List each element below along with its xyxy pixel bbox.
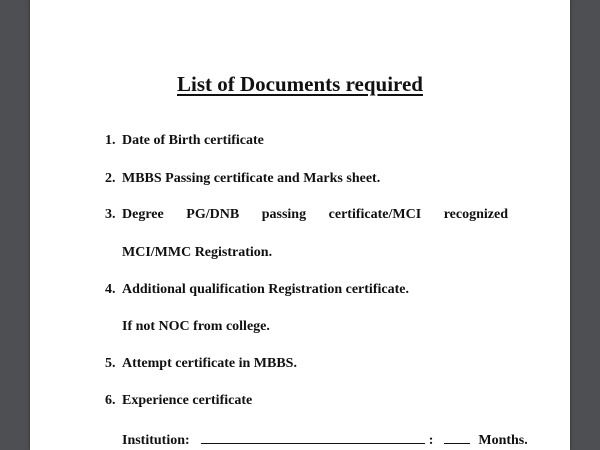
item-word: passing — [261, 207, 307, 222]
item-word: Degree — [122, 207, 164, 222]
item-number: 2. — [105, 171, 116, 186]
institution-form-line — [122, 429, 528, 450]
item-text: Experience certificate — [122, 393, 253, 408]
item-number: 6. — [105, 393, 116, 408]
blank-separator: : — [428, 433, 434, 448]
item-number: 5. — [105, 356, 116, 371]
item-word: recognized — [443, 207, 508, 222]
institution-blank[interactable] — [201, 429, 425, 444]
item-number: 1. — [105, 133, 116, 148]
item-number: 3. — [105, 207, 116, 222]
item-text: Date of Birth certificate — [122, 133, 264, 148]
item-text-justified — [122, 206, 508, 224]
item-continuation: MCI/MMC Registration. — [122, 245, 273, 260]
item-number: 4. — [105, 282, 116, 297]
item-text: Attempt certificate in MBBS. — [122, 356, 297, 371]
months-label: Months. — [478, 433, 528, 448]
document-title: List of Documents required — [177, 72, 423, 96]
item-text: Additional qualification Registration certificate. — [122, 282, 409, 297]
months-blank[interactable] — [444, 429, 470, 444]
item-word: certificate/MCI — [328, 207, 422, 222]
institution-label: Institution: — [122, 433, 190, 448]
document-page — [30, 0, 570, 450]
item-text: MBBS Passing certificate and Marks sheet. — [122, 171, 381, 186]
item-continuation: If not NOC from college. — [122, 319, 270, 334]
item-word: PG/DNB — [186, 207, 240, 222]
